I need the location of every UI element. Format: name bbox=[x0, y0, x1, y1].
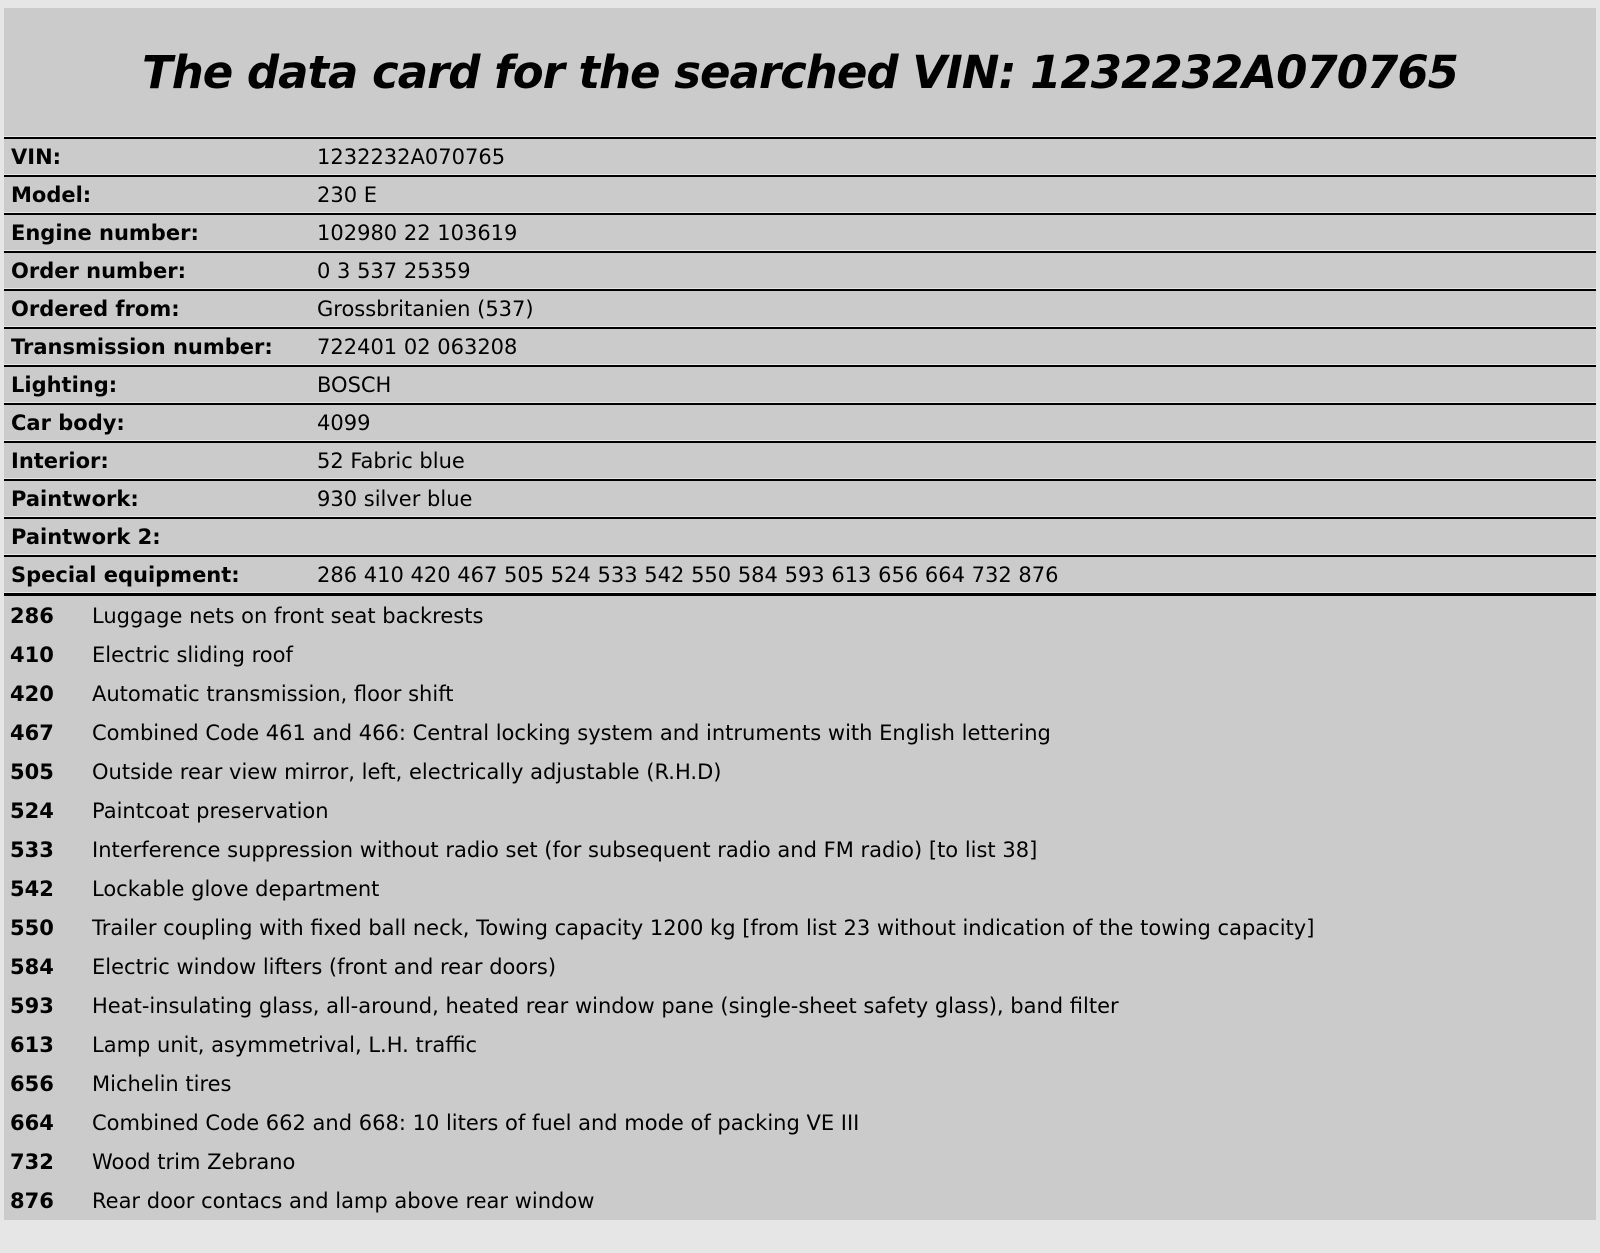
equipment-description: Michelin tires bbox=[92, 1071, 232, 1096]
equipment-code: 732 bbox=[10, 1149, 54, 1174]
field-label: Order number: bbox=[11, 258, 186, 283]
data-field-row bbox=[4, 365, 1596, 402]
equipment-item bbox=[4, 947, 1596, 986]
equipment-description: Luggage nets on front seat backrests bbox=[92, 603, 484, 628]
equipment-description: Heat-insulating glass, all-around, heated rear window pane (single-sheet safety glass), band filter bbox=[92, 993, 1119, 1018]
equipment-description: Electric window lifters (front and rear doors) bbox=[92, 954, 557, 979]
data-field-row bbox=[4, 137, 1596, 174]
field-label: Car body: bbox=[11, 410, 125, 435]
equipment-code: 613 bbox=[10, 1032, 54, 1057]
equipment-code: 420 bbox=[10, 681, 54, 706]
equipment-item bbox=[4, 635, 1596, 674]
equipment-code: 467 bbox=[10, 720, 54, 745]
data-field-row bbox=[4, 517, 1596, 554]
equipment-code: 876 bbox=[10, 1188, 54, 1213]
data-field-row bbox=[4, 555, 1596, 592]
field-value: 52 Fabric blue bbox=[317, 448, 465, 473]
equipment-description: Paintcoat preservation bbox=[92, 798, 329, 823]
field-value: Grossbritanien (537) bbox=[317, 296, 534, 321]
field-value: 102980 22 103619 bbox=[317, 220, 518, 245]
equipment-code: 286 bbox=[10, 603, 54, 628]
data-field-row bbox=[4, 327, 1596, 364]
equipment-description: Automatic transmission, floor shift bbox=[92, 681, 454, 706]
field-label: Model: bbox=[11, 182, 92, 207]
equipment-description: Combined Code 461 and 466: Central locking system and intruments with English lettering bbox=[92, 720, 1051, 745]
equipment-item bbox=[4, 869, 1596, 908]
data-field-row bbox=[4, 479, 1596, 516]
field-label: VIN: bbox=[11, 144, 62, 169]
equipment-description: Combined Code 662 and 668: 10 liters of fuel and mode of packing VE III bbox=[92, 1110, 860, 1135]
equipment-item bbox=[4, 713, 1596, 752]
equipment-description: Electric sliding roof bbox=[92, 642, 293, 667]
field-label: Lighting: bbox=[11, 372, 118, 397]
equipment-description: Interference suppression without radio set (for subsequent radio and FM radio) [to list 38] bbox=[92, 837, 1038, 862]
data-field-row bbox=[4, 403, 1596, 440]
special-equipment-list bbox=[4, 596, 1596, 1220]
equipment-code: 533 bbox=[10, 837, 54, 862]
equipment-description: Lamp unit, asymmetrival, L.H. traffic bbox=[92, 1032, 478, 1057]
field-value: 4099 bbox=[317, 410, 371, 435]
equipment-item bbox=[4, 1064, 1596, 1103]
data-field-row bbox=[4, 251, 1596, 288]
equipment-item bbox=[4, 1142, 1596, 1181]
equipment-description: Rear door contacs and lamp above rear window bbox=[92, 1188, 595, 1213]
equipment-code: 505 bbox=[10, 759, 54, 784]
equipment-code: 550 bbox=[10, 915, 54, 940]
equipment-item bbox=[4, 596, 1596, 635]
field-value: BOSCH bbox=[317, 372, 392, 397]
equipment-description: Trailer coupling with fixed ball neck, Towing capacity 1200 kg [from list 23 without indication of the towing capacity] bbox=[92, 915, 1315, 940]
data-field-row bbox=[4, 289, 1596, 326]
page-title: The data card for the searched VIN: 1232232A070765 bbox=[142, 45, 1458, 99]
equipment-item bbox=[4, 830, 1596, 869]
equipment-code: 584 bbox=[10, 954, 54, 979]
field-value: 930 silver blue bbox=[317, 486, 473, 511]
field-label: Transmission number: bbox=[11, 334, 273, 359]
field-label: Paintwork 2: bbox=[11, 524, 161, 549]
field-label: Special equipment: bbox=[11, 562, 240, 587]
equipment-code: 524 bbox=[10, 798, 54, 823]
field-value: 286 410 420 467 505 524 533 542 550 584 593 613 656 664 732 876 bbox=[317, 562, 1059, 587]
equipment-description: Wood trim Zebrano bbox=[92, 1149, 296, 1174]
field-value: 722401 02 063208 bbox=[317, 334, 518, 359]
data-field-row bbox=[4, 213, 1596, 250]
field-value: 1232232A070765 bbox=[317, 144, 506, 169]
equipment-item bbox=[4, 752, 1596, 791]
equipment-code: 542 bbox=[10, 876, 54, 901]
equipment-code: 664 bbox=[10, 1110, 54, 1135]
equipment-item bbox=[4, 986, 1596, 1025]
equipment-item bbox=[4, 1025, 1596, 1064]
data-field-row bbox=[4, 441, 1596, 478]
equipment-code: 410 bbox=[10, 642, 54, 667]
title-block bbox=[4, 8, 1596, 136]
equipment-item bbox=[4, 908, 1596, 947]
equipment-code: 656 bbox=[10, 1071, 54, 1096]
field-label: Ordered from: bbox=[11, 296, 180, 321]
field-label: Interior: bbox=[11, 448, 109, 473]
equipment-description: Outside rear view mirror, left, electrically adjustable (R.H.D) bbox=[92, 759, 722, 784]
equipment-item bbox=[4, 1181, 1596, 1220]
field-label: Paintwork: bbox=[11, 486, 139, 511]
field-value: 0 3 537 25359 bbox=[317, 258, 471, 283]
field-label: Engine number: bbox=[11, 220, 199, 245]
equipment-item bbox=[4, 1103, 1596, 1142]
equipment-item bbox=[4, 674, 1596, 713]
field-value: 230 E bbox=[317, 182, 378, 207]
equipment-code: 593 bbox=[10, 993, 54, 1018]
vehicle-data-table bbox=[4, 137, 1596, 596]
data-field-row bbox=[4, 175, 1596, 212]
equipment-item bbox=[4, 791, 1596, 830]
equipment-description: Lockable glove department bbox=[92, 876, 380, 901]
